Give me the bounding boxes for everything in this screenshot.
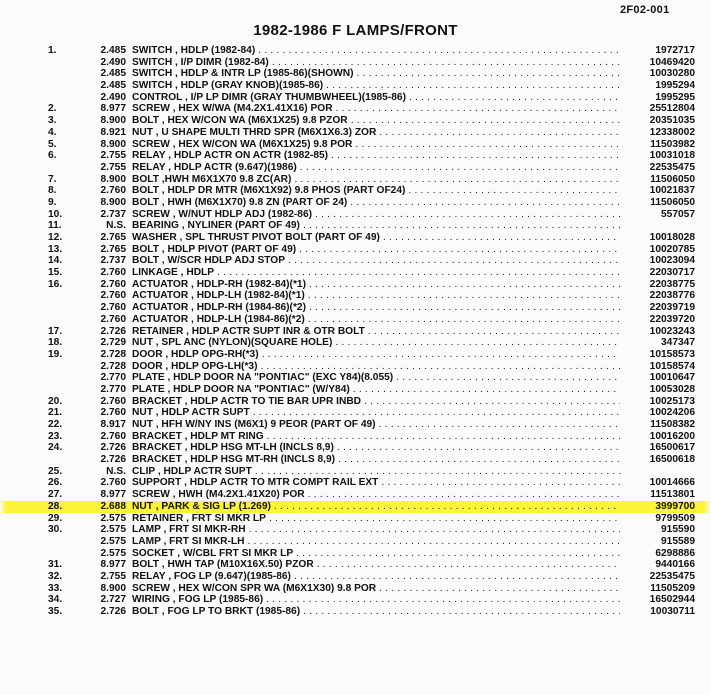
part-description: DOOR , HDLP OPG-LH(*3) . . . [132, 361, 622, 373]
group-number: 2.490 [100, 91, 126, 103]
part-number: 22039720 [620, 314, 695, 326]
item-number: 24. [48, 442, 63, 454]
part-number: 10020785 [620, 244, 695, 256]
parts-row [0, 279, 711, 291]
item-number: 20. [48, 395, 63, 407]
part-number: 25512804 [620, 103, 695, 115]
part-number: 22535475 [620, 571, 695, 583]
parts-row [0, 244, 711, 256]
part-description: SUPPORT , HDLP ACTR TO MTR COMPT RAIL EXT . . . [132, 477, 622, 489]
group-number: 2.726 [100, 442, 126, 454]
item-number: 3. [48, 115, 57, 127]
group-number: 2.760 [100, 290, 126, 302]
page-title: 1982-1986 F LAMPS/FRONT [253, 22, 458, 39]
part-number: 10158574 [620, 361, 695, 373]
part-number: 10023094 [620, 255, 695, 267]
group-number: 8.900 [100, 115, 126, 127]
parts-row [0, 431, 711, 443]
parts-row [0, 337, 711, 349]
parts-row [0, 419, 711, 431]
parts-row [0, 255, 711, 267]
group-number: 2.727 [100, 594, 126, 606]
parts-row [0, 103, 711, 115]
item-number: 28. [48, 500, 63, 512]
group-number: 2.755 [100, 150, 126, 162]
part-description: WASHER , SPL THRUST PIVOT BOLT (PART OF 49) . . . [132, 232, 622, 244]
part-number: 10025173 [620, 396, 695, 408]
parts-row [0, 92, 711, 104]
parts-row [0, 80, 711, 92]
part-description: BOLT , HEX W/CON WA (M6X1X25) 9.8 PZOR . . . [132, 115, 622, 127]
part-description: BRACKET , HDLP MT RING . . . [132, 431, 622, 443]
item-number: 10. [48, 208, 63, 220]
parts-row [0, 139, 711, 151]
group-number: 2.485 [100, 45, 126, 56]
parts-row [0, 290, 711, 302]
parts-row [0, 396, 711, 408]
part-description: DOOR , HDLP OPG-RH(*3) . . . [132, 349, 622, 361]
parts-row [0, 594, 711, 606]
item-number: 23. [48, 430, 63, 442]
parts-row [0, 150, 711, 162]
part-description: LAMP , FRT SI MKR-RH . . . [132, 524, 622, 536]
parts-row [0, 548, 711, 560]
group-number: 2.760 [100, 477, 126, 489]
part-number: 22039719 [620, 302, 695, 314]
parts-row [0, 115, 711, 127]
part-number: 20351035 [620, 115, 695, 127]
part-number: 10031018 [620, 150, 695, 162]
parts-row [0, 162, 711, 174]
item-number: 21. [48, 407, 63, 419]
group-number: 2.688 [100, 500, 126, 512]
part-description: SCREW , HEX W/WA (M4.2X1.41X16) POR . . . [132, 103, 622, 115]
item-number: 19. [48, 348, 63, 360]
parts-row [0, 185, 711, 197]
item-number: 14. [48, 255, 63, 267]
parts-row [0, 384, 711, 396]
parts-row [0, 174, 711, 186]
part-number: 11508382 [620, 419, 695, 431]
part-number: 347347 [620, 337, 695, 349]
parts-row [0, 349, 711, 361]
group-number: 8.921 [100, 126, 126, 138]
parts-row [0, 477, 711, 489]
group-number: N.S. [106, 465, 126, 477]
part-number: 22535475 [620, 162, 695, 174]
group-number: 2.490 [100, 56, 126, 68]
parts-row [0, 197, 711, 209]
item-number: 27. [48, 489, 63, 501]
part-number: 9440166 [620, 559, 695, 571]
item-number: 17. [48, 325, 63, 337]
item-number: 15. [48, 267, 63, 279]
parts-row [0, 466, 711, 478]
item-number: 31. [48, 559, 63, 571]
part-number: 16502944 [620, 594, 695, 606]
group-number: 2.760 [100, 278, 126, 290]
group-number: 8.900 [100, 138, 126, 150]
item-number: 13. [48, 243, 63, 255]
part-description: CONTROL , I/P LP DIMR (GRAY THUMBWHEEL)(1985-86) . . . [132, 92, 622, 104]
part-description: ACTUATOR , HDLP-LH (1984-86)(*2) . . . [132, 314, 622, 326]
group-number: 2.760 [100, 395, 126, 407]
group-number: 2.760 [100, 407, 126, 419]
parts-row [0, 571, 711, 583]
group-number: 2.575 [100, 512, 126, 524]
item-number: 7. [48, 173, 57, 185]
group-number: 2.765 [100, 232, 126, 243]
part-number: 22030717 [620, 267, 695, 279]
group-number: 8.977 [100, 489, 126, 501]
part-description: BOLT , HWH (M6X1X70) 9.8 ZN (PART OF 24) . . . [132, 197, 622, 209]
item-number: 1. [48, 45, 57, 56]
item-number: 22. [48, 419, 63, 430]
part-description: SOCKET , W/CBL FRT SI MKR LP . . . [132, 548, 622, 560]
part-description: SWITCH , HDLP (1982-84) . . . [132, 45, 622, 57]
group-number: 2.737 [100, 255, 126, 267]
item-number: 18. [48, 337, 63, 349]
part-description: BOLT , HDLP DR MTR (M6X1X92) 9.8 PHOS (PART OF24) . . . [132, 185, 622, 197]
group-number: 2.575 [100, 547, 126, 559]
part-description: BOLT , HDLP PIVOT (PART OF 49) . . . [132, 244, 622, 256]
item-number: 29. [48, 512, 63, 524]
part-description: ACTUATOR , HDLP-LH (1982-84)(*1) . . . [132, 290, 622, 302]
item-number: 4. [48, 126, 57, 138]
group-number: 2.755 [100, 570, 126, 582]
part-description: LAMP , FRT SI MKR-LH . . . [132, 536, 622, 548]
group-number: 2.737 [100, 208, 126, 220]
parts-row [0, 513, 711, 525]
document-code: 2F02-001 [620, 4, 670, 16]
part-number: 10014666 [620, 477, 695, 489]
group-number: 8.917 [100, 419, 126, 430]
group-number: 2.575 [100, 535, 126, 547]
part-description: ACTUATOR , HDLP-RH (1984-86)(*2) . . . [132, 302, 622, 314]
group-number: 8.900 [100, 173, 126, 185]
part-number: 10030280 [620, 68, 695, 80]
parts-row [0, 407, 711, 419]
group-number: 2.726 [100, 325, 126, 337]
group-number: 8.977 [100, 103, 126, 115]
parts-row [0, 606, 711, 618]
parts-row [0, 559, 711, 571]
part-number: 10021837 [620, 185, 695, 197]
part-number: 6298886 [620, 548, 695, 560]
part-description: RETAINER , FRT SI MKR LP . . . [132, 513, 622, 525]
group-number: 2.755 [100, 161, 126, 173]
part-number: 10030711 [620, 606, 695, 618]
part-description: SWITCH , HDLP & INTR LP (1985-86)(SHOWN) . . . [132, 68, 622, 80]
part-description: SCREW , W/NUT HDLP ADJ (1982-86) . . . [132, 209, 622, 221]
parts-row [0, 68, 711, 80]
group-number: 2.485 [100, 80, 126, 92]
part-description: WIRING , FOG LP (1985-86) . . . [132, 594, 622, 606]
part-number: 10053028 [620, 384, 695, 396]
part-number: 10023243 [620, 326, 695, 338]
item-number: 16. [48, 278, 63, 290]
item-number: 11. [48, 220, 62, 232]
group-number: 2.728 [100, 360, 126, 372]
parts-row [0, 583, 711, 595]
group-number: 2.728 [100, 348, 126, 360]
parts-row [0, 524, 711, 536]
part-number: 22038776 [620, 290, 695, 302]
part-number: 11505209 [620, 583, 695, 595]
part-number: 10010647 [620, 372, 695, 384]
group-number: 2.485 [100, 68, 126, 80]
parts-row [0, 232, 711, 244]
part-description: BRACKET , HDLP HSG MT-LH (INCLS 8,9) . . . [132, 442, 622, 454]
part-number: 10016200 [620, 431, 695, 443]
group-number: 2.760 [100, 430, 126, 442]
part-number: 915590 [620, 524, 695, 536]
part-description: BOLT , FOG LP TO BRKT (1985-86) . . . [132, 606, 622, 618]
item-number: 34. [48, 594, 63, 606]
group-number: 2.770 [100, 383, 126, 395]
part-description: BOLT , HWH TAP (M10X16X.50) PZOR . . . [132, 559, 622, 571]
part-description: PLATE , HDLP DOOR NA "PONTIAC" (EXC Y84)(8.055) . . . [132, 372, 622, 384]
part-description: SCREW , HEX W/CON WA (M6X1X25) 9.8 POR . . . [132, 139, 622, 151]
part-description: NUT , HFH W/NY INS (M6X1) 9 PEOR (PART OF 49) . . . [132, 419, 622, 431]
part-number: 10469420 [620, 57, 695, 69]
parts-row [0, 454, 711, 466]
part-description: SWITCH , I/P DIMR (1982-84) . . . [132, 57, 622, 69]
group-number: 2.765 [100, 243, 126, 255]
parts-row [0, 326, 711, 338]
parts-row [0, 314, 711, 326]
item-number: 5. [48, 138, 57, 150]
group-number: 2.729 [100, 337, 126, 349]
part-number: 11506050 [620, 197, 695, 209]
item-number: 32. [48, 570, 63, 582]
part-number: 557057 [620, 209, 695, 221]
item-number: 26. [48, 477, 63, 489]
part-number: 22038775 [620, 279, 695, 291]
parts-row [0, 209, 711, 221]
part-description: LINKAGE , HDLP . . . [132, 267, 622, 279]
item-number: 25. [48, 465, 63, 477]
part-number: 16500617 [620, 442, 695, 454]
group-number: 8.900 [100, 196, 126, 208]
part-description: BEARING , NYLINER (PART OF 49) . . . [132, 220, 622, 232]
part-description: BOLT , W/SCR HDLP ADJ STOP . . . [132, 255, 622, 267]
parts-row-highlighted [0, 501, 711, 513]
part-description: SWITCH , HDLP (GRAY KNOB)(1985-86) . . . [132, 80, 622, 92]
item-number: 33. [48, 582, 63, 594]
group-number: 2.760 [100, 313, 126, 325]
group-number: 2.770 [100, 372, 126, 384]
part-number: 11506050 [620, 174, 695, 186]
item-number: 12. [48, 232, 63, 243]
part-number: 9799509 [620, 513, 695, 525]
part-number: 3999700 [620, 501, 695, 513]
parts-row [0, 361, 711, 373]
part-description: NUT , SPL ANC (NYLON)(SQUARE HOLE) . . . [132, 337, 622, 349]
part-number: 11503982 [620, 139, 695, 151]
group-number: 2.575 [100, 524, 126, 536]
part-number: 10158573 [620, 349, 695, 361]
parts-row [0, 489, 711, 501]
part-description: NUT , PARK & SIG LP (1.269) . . . [132, 501, 622, 513]
part-description: RELAY , FOG LP (9.647)(1985-86) . . . [132, 571, 622, 583]
part-description: PLATE , HDLP DOOR NA "PONTIAC" (W/Y84) . . . [132, 384, 622, 396]
parts-row [0, 372, 711, 384]
item-number: 2. [48, 103, 57, 115]
parts-row [0, 57, 711, 69]
group-number: N.S. [106, 220, 126, 232]
part-description: NUT , U SHAPE MULTI THRD SPR (M6X1X6.3) ZOR . . . [132, 127, 622, 139]
part-number: 915589 [620, 536, 695, 548]
item-number: 35. [48, 606, 63, 617]
group-number: 2.760 [100, 267, 126, 279]
parts-row [0, 302, 711, 314]
item-number: 9. [48, 196, 57, 208]
parts-row [0, 442, 711, 454]
part-number: 1972717 [620, 45, 695, 57]
part-description: RETAINER , HDLP ACTR SUPT INR & OTR BOLT . . . [132, 326, 622, 338]
part-description: CLIP , HDLP ACTR SUPT . . . [132, 466, 622, 478]
part-number: 10024206 [620, 407, 695, 419]
parts-list [0, 45, 711, 618]
parts-row [0, 127, 711, 139]
part-description: BOLT ,HWH M6X1X70 9.8 ZC(AR) . . . [132, 174, 622, 186]
part-description: RELAY , HDLP ACTR ON ACTR (1982-85) . . . [132, 150, 622, 162]
part-description: ACTUATOR , HDLP-RH (1982-84)(*1) . . . [132, 279, 622, 291]
part-description: BRACKET , HDLP ACTR TO TIE BAR UPR INBD . . . [132, 396, 622, 408]
part-description: SCREW , HWH (M4.2X1.41X20) POR . . . [132, 489, 622, 501]
group-number: 2.760 [100, 302, 126, 314]
part-number: 16500618 [620, 454, 695, 466]
group-number: 8.900 [100, 582, 126, 594]
part-number: 1995295 [620, 92, 695, 104]
part-description: RELAY , HDLP ACTR (9.647)(1986) . . . [132, 162, 622, 174]
group-number: 2.760 [100, 185, 126, 197]
part-number: 10018028 [620, 232, 695, 244]
group-number: 8.977 [100, 559, 126, 571]
item-number: 30. [48, 524, 63, 536]
part-description: NUT , HDLP ACTR SUPT . . . [132, 407, 622, 419]
parts-row [0, 267, 711, 279]
parts-row [0, 45, 711, 57]
item-number: 8. [48, 185, 57, 197]
parts-row [0, 220, 711, 232]
group-number: 2.726 [100, 606, 126, 617]
part-description: BRACKET , HDLP HSG MT-RH (INCLS 8,9) . . . [132, 454, 622, 466]
part-number: 12338002 [620, 127, 695, 139]
part-number: 11513801 [620, 489, 695, 501]
item-number: 6. [48, 150, 57, 162]
part-number: 1995294 [620, 80, 695, 92]
parts-row [0, 536, 711, 548]
part-description: SCREW , HEX W/CON SPR WA (M6X1X30) 9.8 POR . . . [132, 583, 622, 595]
group-number: 2.726 [100, 454, 126, 466]
